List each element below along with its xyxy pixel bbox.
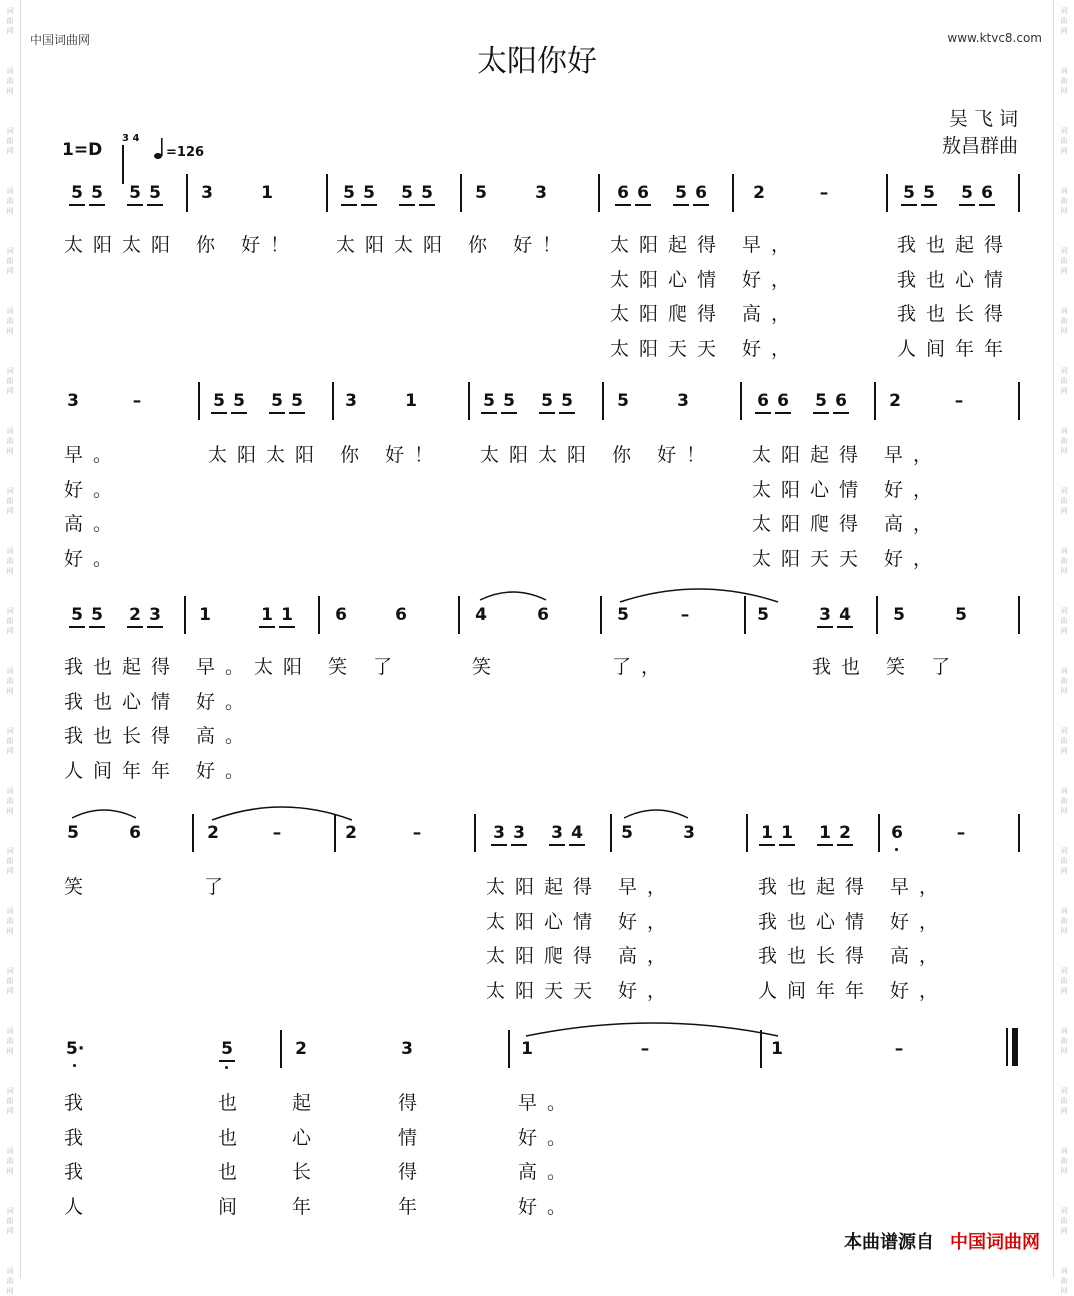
watermark-mark: 词 曲 网 [6, 907, 14, 935]
barline [508, 1030, 510, 1068]
watermark-mark: 词 曲 网 [6, 727, 14, 755]
lyric-line: 太阳心情 好， [610, 268, 801, 291]
left-watermark-strip [0, 0, 21, 1295]
note: 2 [889, 391, 901, 411]
site-url-right: www.ktvc8.com [947, 31, 1042, 45]
lyric-line: 太阳起得 早， [752, 444, 943, 466]
note: 5 [900, 184, 918, 202]
lyric-line: 也 [218, 1092, 248, 1114]
lyric-line: 太阳太阳 你 好！ [208, 444, 444, 466]
note: 5 [68, 606, 86, 624]
lyric-line: 太阳起得 早， [486, 876, 677, 898]
note: 5 [68, 184, 86, 202]
watermark-mark: 词 曲 网 [6, 367, 14, 395]
note: 2 [207, 823, 219, 843]
tie-arc [70, 806, 138, 820]
note: 3 [146, 606, 164, 624]
lyric-line: 太阳太阳 你 好！ [64, 234, 300, 256]
lyric-line: 太阳爬得 高， [486, 945, 677, 967]
lyric-line: 高。 [518, 1161, 577, 1183]
note: 5 [126, 184, 144, 202]
note: 2 [345, 823, 357, 843]
barline [874, 382, 876, 420]
barline [1018, 596, 1020, 634]
lyric-line: 我也 笑 了 [812, 656, 961, 678]
watermark-mark: 词 曲 网 [6, 967, 14, 995]
lyric-line: 太阳心情 好， [752, 478, 943, 501]
time-signature-top: 3 [122, 133, 129, 144]
note: 5 [617, 391, 629, 411]
lyric-line: 太阳太阳 你 好！ [480, 444, 716, 466]
watermark-mark: 词 曲 网 [1060, 247, 1068, 275]
watermark-mark: 词 曲 网 [6, 487, 14, 515]
barline [186, 174, 188, 212]
note: 5 [621, 823, 633, 843]
watermark-mark: 词 曲 网 [6, 847, 14, 875]
barline [886, 174, 888, 212]
site-name-left: 中国词曲网 [30, 33, 91, 47]
note: 3 [201, 183, 213, 203]
note: 5 [480, 392, 498, 410]
note: 5 [757, 605, 769, 625]
note: 1 [405, 391, 417, 411]
note: 1 [199, 605, 211, 625]
note: 4 [836, 606, 854, 624]
note: 5 [617, 605, 629, 625]
barline [460, 174, 462, 212]
note: – [956, 823, 966, 843]
note: 5 [88, 606, 106, 624]
lyric-line: 起 [292, 1092, 322, 1114]
note: 5 [288, 392, 306, 410]
lyric-line: 得 [398, 1161, 428, 1183]
watermark-mark: 词 曲 网 [6, 7, 14, 35]
watermark-mark: 词 曲 网 [1060, 727, 1068, 755]
barline [1018, 814, 1020, 852]
note: – [680, 605, 690, 625]
tie-arc [210, 800, 354, 822]
note: – [272, 823, 282, 843]
note: 1 [771, 1039, 783, 1059]
watermark-mark: 词 曲 网 [1060, 487, 1068, 515]
watermark-mark: 词 曲 网 [1060, 307, 1068, 335]
barline [458, 596, 460, 634]
note: 5 [955, 605, 967, 625]
note: 5 [893, 605, 905, 625]
lyric-line: 间 [218, 1195, 248, 1218]
note: 2 [295, 1039, 307, 1059]
note: 3 [67, 391, 79, 411]
source-label: 本曲谱源自 [844, 1232, 934, 1253]
watermark-mark: 词 曲 网 [6, 607, 14, 635]
note: – [954, 391, 964, 411]
lyric-line: 我也长得 高。 [64, 725, 255, 747]
note: 3 [683, 823, 695, 843]
source-site: 中国词曲网 [950, 1232, 1040, 1253]
note: 5 [920, 184, 938, 202]
note: 3 [677, 391, 689, 411]
lyric-line: 我也心情 好， [758, 910, 949, 933]
note: 2 [753, 183, 765, 203]
barline [598, 174, 600, 212]
note: 5 [88, 184, 106, 202]
lyric-line: 我也心情 好。 [64, 690, 255, 713]
note: 5 [418, 184, 436, 202]
lyric-line: 好。 [64, 478, 123, 501]
watermark-mark: 词 曲 网 [1060, 1147, 1068, 1175]
note: 5 [475, 183, 487, 203]
right-watermark-strip [1053, 0, 1074, 1295]
watermark-mark: 词 曲 网 [1060, 127, 1068, 155]
barline [1018, 382, 1020, 420]
watermark-mark: 词 曲 网 [6, 1087, 14, 1115]
note: 5 [218, 1040, 236, 1058]
lyric-line: 我也长得 高， [758, 945, 949, 967]
lyric-line: 好。 [518, 1126, 577, 1149]
watermark-mark: 词 曲 网 [6, 667, 14, 695]
lyric-line: 我 [64, 1161, 94, 1183]
lyric-line: 太阳天天 好， [610, 337, 801, 360]
source-credit [844, 1228, 1040, 1254]
note: 3 [816, 606, 834, 624]
barline [600, 596, 602, 634]
note: 6 [754, 392, 772, 410]
lyric-line: 好。 [518, 1195, 577, 1218]
note: 6 [888, 824, 906, 842]
note: – [412, 823, 422, 843]
note: 5 [360, 184, 378, 202]
lyric-line: 好。 [64, 547, 123, 570]
note: 3 [548, 824, 566, 842]
barline [1018, 174, 1020, 212]
lyric-line: 我也心情 [897, 268, 1014, 291]
barline [602, 382, 604, 420]
watermark-mark: 词 曲 网 [6, 67, 14, 95]
note: 6 [978, 184, 996, 202]
watermark-mark: 词 曲 网 [1060, 787, 1068, 815]
barline [318, 596, 320, 634]
watermark-mark: 词 曲 网 [1060, 967, 1068, 995]
note: 5 [210, 392, 228, 410]
watermark-mark: 词 曲 网 [1060, 1267, 1068, 1295]
note: – [640, 1039, 650, 1059]
tie-arc [524, 1016, 780, 1038]
note: 1 [758, 824, 776, 842]
lyric-line: 人间年年 好。 [64, 759, 255, 782]
note: 1 [816, 824, 834, 842]
note: 4 [568, 824, 586, 842]
watermark-mark: 词 曲 网 [6, 787, 14, 815]
barline [474, 814, 476, 852]
composer-credit: 敖昌群曲 [941, 135, 1018, 157]
lyric-line: 早。 [64, 444, 123, 466]
tie-arc [478, 588, 548, 602]
barline [876, 596, 878, 634]
key-signature: 1=D [62, 140, 103, 160]
lyric-line: 人间年年 好， [758, 979, 949, 1002]
lyric-line: 高。 [64, 513, 123, 535]
note: – [894, 1039, 904, 1059]
note: 5 [538, 392, 556, 410]
watermark-mark: 词 曲 网 [1060, 427, 1068, 455]
lyric-line: 太阳爬得 高， [752, 513, 943, 535]
quarter-note-icon [154, 138, 164, 160]
note: 3 [345, 391, 357, 411]
note: 3 [535, 183, 547, 203]
tie-arc [622, 806, 690, 820]
watermark-mark: 词 曲 网 [6, 547, 14, 575]
note: 5 [340, 184, 358, 202]
note: 3 [490, 824, 508, 842]
lyric-line: 也 [218, 1126, 248, 1149]
watermark-mark: 词 曲 网 [6, 1207, 14, 1235]
note: 6 [832, 392, 850, 410]
time-signature [122, 133, 140, 144]
note: 5 [398, 184, 416, 202]
lyric-line: 了， [612, 656, 671, 678]
note: 1 [278, 606, 296, 624]
watermark-mark: 词 曲 网 [1060, 907, 1068, 935]
lyric-line: 我也起得 早。太阳 笑 了 [64, 656, 403, 678]
lyric-line: 我也起得 [897, 234, 1014, 256]
note: 6 [614, 184, 632, 202]
note: 6 [634, 184, 652, 202]
watermark-mark: 词 曲 网 [6, 427, 14, 455]
note: 6 [335, 605, 347, 625]
watermark-mark: 词 曲 网 [1060, 1027, 1068, 1055]
note: 3 [510, 824, 528, 842]
lyric-line: 太阳太阳 你 好！ [336, 234, 572, 256]
note: 4 [475, 605, 487, 625]
lyric-line: 笑 [472, 656, 502, 678]
barline [280, 1030, 282, 1068]
watermark-mark: 词 曲 网 [1060, 1207, 1068, 1235]
lyric-line: 也 [218, 1161, 248, 1183]
lyric-line: 我 [64, 1126, 94, 1149]
note: 6 [537, 605, 549, 625]
lyric-line: 太阳天天 好， [752, 547, 943, 570]
lyric-line: 太阳爬得 高， [610, 303, 801, 325]
lyric-line: 人 [64, 1195, 94, 1218]
tie-arc [618, 582, 780, 604]
note: – [132, 391, 142, 411]
note: 5· [66, 1039, 85, 1059]
note: 5 [67, 823, 79, 843]
lyric-line: 情 [398, 1126, 428, 1149]
note: 5 [672, 184, 690, 202]
note: – [819, 183, 829, 203]
note: 5 [558, 392, 576, 410]
note: 3 [401, 1039, 413, 1059]
note: 1 [261, 183, 273, 203]
lyric-line: 了 [204, 876, 234, 898]
watermark-mark: 词 曲 网 [6, 247, 14, 275]
barline [610, 814, 612, 852]
barline [184, 596, 186, 634]
lyricist-credit: 吴 飞 词 [948, 108, 1018, 130]
barline [332, 382, 334, 420]
watermark-mark: 词 曲 网 [6, 127, 14, 155]
barline [746, 814, 748, 852]
lyric-line: 心 [292, 1126, 322, 1149]
note: 1 [778, 824, 796, 842]
watermark-mark: 词 曲 网 [6, 1267, 14, 1295]
watermark-mark: 词 曲 网 [1060, 187, 1068, 215]
watermark-mark: 词 曲 网 [6, 307, 14, 335]
note: 5 [958, 184, 976, 202]
note: 1 [258, 606, 276, 624]
note: 5 [500, 392, 518, 410]
barline [468, 382, 470, 420]
lyric-line: 我也起得 早， [758, 876, 949, 898]
lyric-line: 得 [398, 1092, 428, 1114]
note: 2 [126, 606, 144, 624]
watermark-mark: 词 曲 网 [1060, 7, 1068, 35]
time-signature-bottom: 4 [132, 133, 140, 144]
lyric-line: 太阳起得 早， [610, 234, 801, 256]
watermark-mark: 词 曲 网 [1060, 1087, 1068, 1115]
lyric-line: 长 [292, 1161, 322, 1183]
song-title: 太阳你好 [477, 44, 597, 79]
lyric-line: 太阳天天 好， [486, 979, 677, 1002]
barline [740, 382, 742, 420]
watermark-mark: 词 曲 网 [6, 187, 14, 215]
note: 5 [230, 392, 248, 410]
lyric-line: 笑 [64, 876, 94, 898]
lyric-line: 我也长得 [897, 303, 1014, 325]
watermark-mark: 词 曲 网 [1060, 667, 1068, 695]
note: 2 [836, 824, 854, 842]
tempo-mark: =126 [166, 145, 205, 160]
note: 6 [774, 392, 792, 410]
note: 5 [268, 392, 286, 410]
final-barline-thin [1006, 1028, 1008, 1066]
watermark-mark: 词 曲 网 [1060, 67, 1068, 95]
lyric-line: 太阳心情 好， [486, 910, 677, 933]
watermark-mark: 词 曲 网 [1060, 607, 1068, 635]
lyric-line: 我 [64, 1092, 94, 1114]
lyric-line: 年 [292, 1195, 322, 1218]
note: 6 [395, 605, 407, 625]
barline [198, 382, 200, 420]
watermark-mark: 词 曲 网 [6, 1147, 14, 1175]
final-barline-thick [1012, 1028, 1018, 1066]
barline [192, 814, 194, 852]
watermark-mark: 词 曲 网 [1060, 847, 1068, 875]
note: 5 [812, 392, 830, 410]
barline [878, 814, 880, 852]
lyric-line: 早。 [518, 1092, 577, 1114]
note: 5 [146, 184, 164, 202]
barline [732, 174, 734, 212]
note: 6 [692, 184, 710, 202]
note: 6 [129, 823, 141, 843]
watermark-mark: 词 曲 网 [1060, 547, 1068, 575]
barline [326, 174, 328, 212]
note: 1 [521, 1039, 533, 1059]
watermark-mark: 词 曲 网 [1060, 367, 1068, 395]
lyric-line: 年 [398, 1195, 428, 1218]
lyric-line: 人间年年 [897, 337, 1014, 360]
watermark-mark: 词 曲 网 [6, 1027, 14, 1055]
